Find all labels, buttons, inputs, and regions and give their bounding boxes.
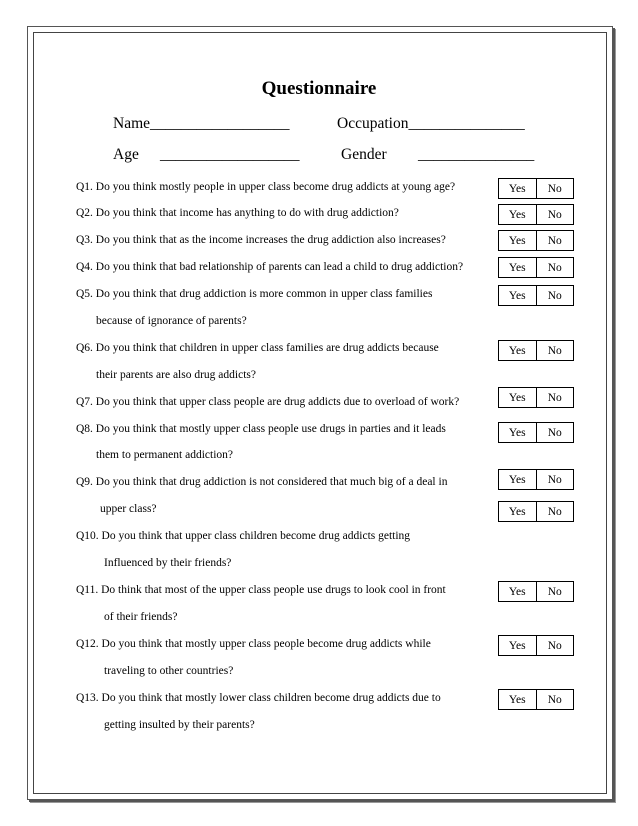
question-6-cont: their parents are also drug addicts? [96,369,256,381]
question-12: Q12. Do you think that mostly upper class people become drug addicts while [76,638,431,650]
question-12-cont: traveling to other countries? [104,665,234,677]
yes-option[interactable]: Yes [508,391,526,404]
question-6: Q6. Do you think that children in upper class families are drug addicts because [76,342,439,354]
name-field[interactable]: Name__________________ [113,115,290,132]
question-9-cont: upper class? [100,503,157,515]
answer-box-q12 [498,635,574,656]
question-4: Q4. Do you think that bad relationship of parents can lead a child to drug addiction? [76,261,464,273]
no-option[interactable]: No [536,205,574,224]
question-9: Q9. Do you think that drug addiction is not considered that much big of a deal in [76,476,448,488]
yes-option[interactable]: Yes [508,585,526,598]
yes-option[interactable]: Yes [508,344,526,357]
no-option[interactable]: No [536,470,574,489]
yes-option[interactable]: Yes [508,639,526,652]
yes-option[interactable]: Yes [508,693,526,706]
question-2: Q2. Do you think that income has anything to do with drug addiction? [76,207,399,219]
question-13: Q13. Do you think that mostly lower class children become drug addicts due to [76,692,441,704]
age-field[interactable]: __________________ [160,146,300,163]
answer-box-q11 [498,581,574,602]
question-8: Q8. Do you think that mostly upper class people use drugs in parties and it leads [76,423,446,435]
yes-option[interactable]: Yes [508,289,526,302]
answer-box-q5 [498,285,574,306]
no-option[interactable]: No [536,502,574,521]
no-option[interactable]: No [536,341,574,360]
occupation-field[interactable]: Occupation_______________ [337,115,525,132]
answer-box-q6 [498,340,574,361]
question-5: Q5. Do you think that drug addiction is more common in upper class families [76,288,433,300]
no-option[interactable]: No [536,231,574,250]
answer-box-q9a [498,469,574,490]
no-option[interactable]: No [536,582,574,601]
no-option[interactable]: No [536,636,574,655]
answer-box-q1 [498,178,574,199]
no-option[interactable]: No [536,258,574,277]
no-option[interactable]: No [536,179,574,198]
no-option[interactable]: No [536,286,574,305]
yes-option[interactable]: Yes [508,182,526,195]
question-11-cont: of their friends? [104,611,178,623]
answer-box-q2 [498,204,574,225]
answer-box-q4 [498,257,574,278]
gender-field[interactable]: _______________ [418,146,535,163]
no-option[interactable]: No [536,388,574,407]
question-13-cont: getting insulted by their parents? [104,719,255,731]
answer-box-q7 [498,387,574,408]
yes-option[interactable]: Yes [508,505,526,518]
question-7: Q7. Do you think that upper class people are drug addicts due to overload of work? [76,396,460,408]
gender-label: Gender [341,146,387,163]
answer-box-q8 [498,422,574,443]
question-10-cont: Influenced by their friends? [104,557,232,569]
yes-option[interactable]: Yes [508,208,526,221]
question-3: Q3. Do you think that as the income increases the drug addiction also increases? [76,234,446,246]
yes-option[interactable]: Yes [508,473,526,486]
question-10: Q10. Do you think that upper class children become drug addicts getting [76,530,411,542]
page-title: Questionnaire [261,78,377,99]
question-5-cont: because of ignorance of parents? [96,315,247,327]
yes-option[interactable]: Yes [508,261,526,274]
yes-option[interactable]: Yes [508,234,526,247]
question-8-cont: them to permanent addiction? [96,449,233,461]
no-option[interactable]: No [536,423,574,442]
answer-box-q13 [498,689,574,710]
question-11: Q11. Do think that most of the upper class people use drugs to look cool in front [76,584,446,596]
question-1: Q1. Do you think mostly people in upper class become drug addicts at young age? [76,181,456,193]
age-label: Age [113,146,139,163]
answer-box-q9b [498,501,574,522]
no-option[interactable]: No [536,690,574,709]
answer-box-q3 [498,230,574,251]
yes-option[interactable]: Yes [508,426,526,439]
